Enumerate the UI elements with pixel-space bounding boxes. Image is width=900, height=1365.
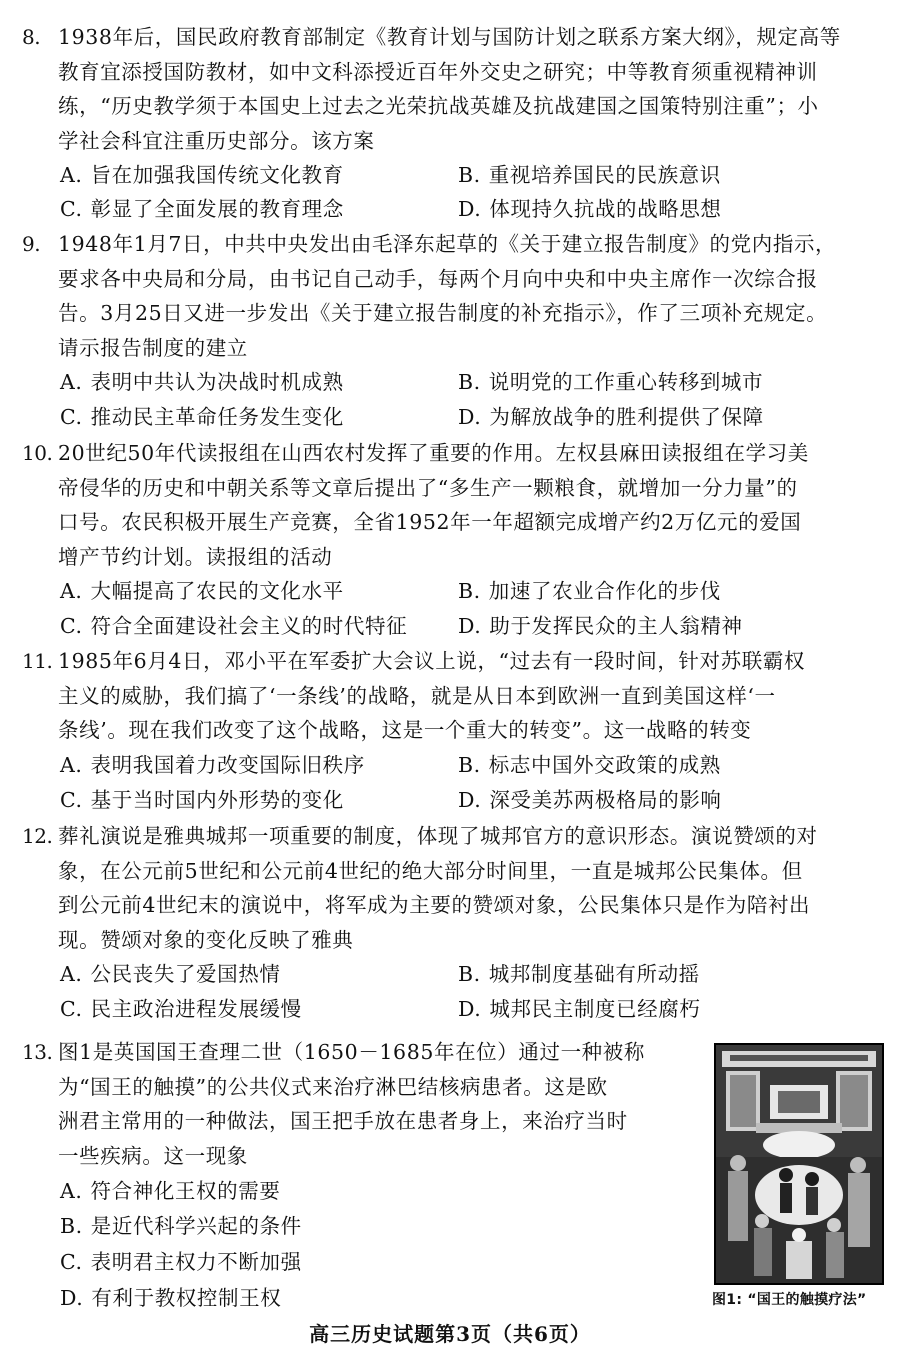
option-text: 体现持久抗战的战略思想 — [489, 197, 722, 221]
option-a[interactable] — [60, 1174, 280, 1209]
option-label: B. — [458, 370, 481, 394]
option-label: B. — [458, 579, 481, 603]
option-a[interactable] — [60, 957, 280, 992]
option-text: 城邦民主制度已经腐朽 — [489, 997, 701, 1021]
question-number: 12. — [22, 824, 53, 848]
option-text: 加速了农业合作化的步伐 — [488, 579, 721, 603]
option-text: 旨在加强我国传统文化教育 — [90, 163, 344, 187]
option-a[interactable] — [60, 158, 344, 193]
option-d[interactable] — [458, 192, 722, 227]
option-label: A. — [60, 753, 83, 777]
option-label: B. — [458, 753, 481, 777]
stem-line: 为“国王的触摸”的公共仪式来治疗淋巴结核病患者。这是欧 — [58, 1074, 608, 1099]
option-c[interactable] — [60, 1245, 302, 1280]
stem-line: 帝侵华的历史和中朝关系等文章后提出了“多生产一颗粮食，就增加一分力量”的 — [58, 475, 798, 500]
option-text: 标志中国外交政策的成熟 — [488, 753, 721, 777]
option-label: D. — [458, 197, 482, 221]
stem-line: 口号。农民积极开展生产竞赛，全省1952年一年超额完成增产约2万亿元的爱国 — [58, 510, 802, 534]
page-footer: 高三历史试题第3页（共6页） — [309, 1322, 591, 1346]
option-text: 基于当时国内外形势的变化 — [90, 788, 344, 812]
stem-line: 主义的威胁，我们搞了‘一条线’的战略，就是从日本到欧洲一直到美国这样‘一 — [58, 683, 776, 708]
stem-line: 象，在公元前5世纪和公元前4世纪的绝大部分时间里，一直是城邦公民集体。但 — [58, 858, 803, 883]
stem-line: 要求各中央局和分局，由书记自己动手，每两个月向中央和中央主席作一次综合报 — [58, 266, 818, 291]
option-d[interactable] — [458, 783, 722, 818]
stem-line: 请示报告制度的建立 — [58, 335, 248, 360]
question-number: 8. — [22, 25, 41, 49]
option-c[interactable] — [60, 400, 344, 435]
question-stem — [58, 819, 884, 957]
option-a[interactable] — [60, 365, 344, 400]
option-text: 重视培养国民的民族意识 — [488, 163, 721, 187]
question-number: 11. — [22, 649, 53, 673]
royal-touch-illustration — [714, 1043, 884, 1285]
question-stem — [58, 20, 884, 158]
option-label: D. — [60, 1286, 84, 1310]
option-label: B. — [458, 962, 481, 986]
option-text: 是近代科学兴起的条件 — [90, 1214, 302, 1238]
stem-line: 一些疾病。这一现象 — [58, 1143, 248, 1168]
option-text: 表明君主权力不断加强 — [90, 1250, 302, 1274]
option-label: C. — [60, 614, 83, 638]
figure-caption: 图1: “国王的触摸疗法” — [712, 1292, 867, 1308]
stem-line: 学社会科宜注重历史部分。该方案 — [58, 128, 375, 153]
option-c[interactable] — [60, 192, 344, 227]
stem-line: 1938年后，国民政府教育部制定《教育计划与国防计划之联系方案大纲》，规定高等 — [58, 25, 841, 49]
stem-line: 告。3月25日又进一步发出《关于建立报告制度的补充指示》，作了三项补充规定。 — [58, 301, 828, 325]
option-label: C. — [60, 1250, 83, 1274]
question-stem — [58, 644, 884, 748]
option-c[interactable] — [60, 609, 407, 644]
stem-line: 现。赞颂对象的变化反映了雅典 — [58, 927, 354, 952]
question-number: 9. — [22, 232, 41, 256]
option-label: D. — [458, 405, 482, 429]
option-text: 表明中共认为决战时机成熟 — [90, 370, 344, 394]
stem-line: 图1是英国国王查理二世（1650－1685年在位）通过一种被称 — [58, 1040, 645, 1064]
option-d[interactable] — [458, 609, 743, 644]
option-d[interactable] — [458, 992, 700, 1027]
option-label: A. — [60, 163, 83, 187]
option-text: 民主政治进程发展缓慢 — [90, 997, 302, 1021]
option-label: A. — [60, 579, 83, 603]
option-b[interactable] — [458, 957, 700, 992]
stem-line: 练，“历史教学须于本国史上过去之光荣抗战英雄及抗战建国之国策特别注重”；小 — [58, 94, 819, 118]
stem-line: 1985年6月4日，邓小平在军委扩大会议上说，“过去有一段时间，针对苏联霸权 — [58, 649, 806, 673]
option-b[interactable] — [458, 158, 721, 193]
option-label: A. — [60, 962, 83, 986]
option-label: D. — [458, 997, 482, 1021]
option-label: C. — [60, 788, 83, 812]
option-text: 符合神化王权的需要 — [90, 1179, 281, 1203]
option-label: D. — [458, 614, 482, 638]
option-label: B. — [458, 163, 481, 187]
stem-line: 20世纪50年代读报组在山西农村发挥了重要的作用。左权县麻田读报组在学习美 — [58, 441, 809, 465]
option-text: 有利于教权控制王权 — [91, 1286, 282, 1310]
stem-line: 增产节约计划。读报组的活动 — [58, 544, 333, 569]
question-stem — [58, 1035, 688, 1173]
stem-line: 洲君主常用的一种做法，国王把手放在患者身上，来治疗当时 — [58, 1109, 628, 1133]
stem-line: 葬礼演说是雅典城邦一项重要的制度，体现了城邦官方的意识形态。演说赞颂的对 — [58, 824, 818, 848]
question-stem — [58, 436, 884, 574]
option-d[interactable] — [458, 400, 764, 435]
option-b[interactable] — [458, 574, 721, 609]
option-label: A. — [60, 1179, 83, 1203]
option-text: 公民丧失了爱国热情 — [90, 962, 281, 986]
option-d[interactable] — [60, 1281, 281, 1316]
option-c[interactable] — [60, 992, 302, 1027]
option-text: 为解放战争的胜利提供了保障 — [489, 405, 764, 429]
option-a[interactable] — [60, 748, 365, 783]
question-number: 13. — [22, 1040, 53, 1064]
option-text: 深受美苏两极格局的影响 — [489, 788, 722, 812]
option-c[interactable] — [60, 783, 344, 818]
option-b[interactable] — [60, 1209, 302, 1244]
option-label: A. — [60, 370, 83, 394]
option-b[interactable] — [458, 748, 721, 783]
option-text: 大幅提高了农民的文化水平 — [90, 579, 344, 603]
option-label: C. — [60, 197, 83, 221]
option-label: C. — [60, 997, 83, 1021]
option-text: 推动民主革命任务发生变化 — [90, 405, 344, 429]
option-b[interactable] — [458, 365, 763, 400]
option-label: B. — [60, 1214, 83, 1238]
stem-line: 到公元前4世纪末的演说中，将军成为主要的赞颂对象，公民集体只是作为陪衬出 — [58, 893, 811, 917]
stem-line: 条线’。现在我们改变了这个战略，这是一个重大的转变”。这一战略的转变 — [58, 718, 752, 742]
option-label: D. — [458, 788, 482, 812]
option-text: 说明党的工作重心转移到城市 — [488, 370, 764, 394]
stem-line: 教育宜添授国防教材，如中文科添授近百年外交史之研究；中等教育须重视精神训 — [58, 59, 818, 84]
option-label: C. — [60, 405, 83, 429]
option-text: 助于发挥民众的主人翁精神 — [489, 614, 743, 638]
stem-line: 1948年1月7日，中共中央发出由毛泽东起草的《关于建立报告制度》的党内指示， — [58, 232, 837, 256]
engraving-image — [716, 1045, 882, 1283]
question-number: 10. — [22, 441, 53, 465]
option-text: 彰显了全面发展的教育理念 — [90, 197, 344, 221]
option-text: 符合全面建设社会主义的时代特征 — [90, 614, 408, 638]
option-a[interactable] — [60, 574, 344, 609]
option-text: 表明我国着力改变国际旧秩序 — [90, 753, 365, 777]
question-stem — [58, 227, 884, 365]
option-text: 城邦制度基础有所动摇 — [488, 962, 700, 986]
